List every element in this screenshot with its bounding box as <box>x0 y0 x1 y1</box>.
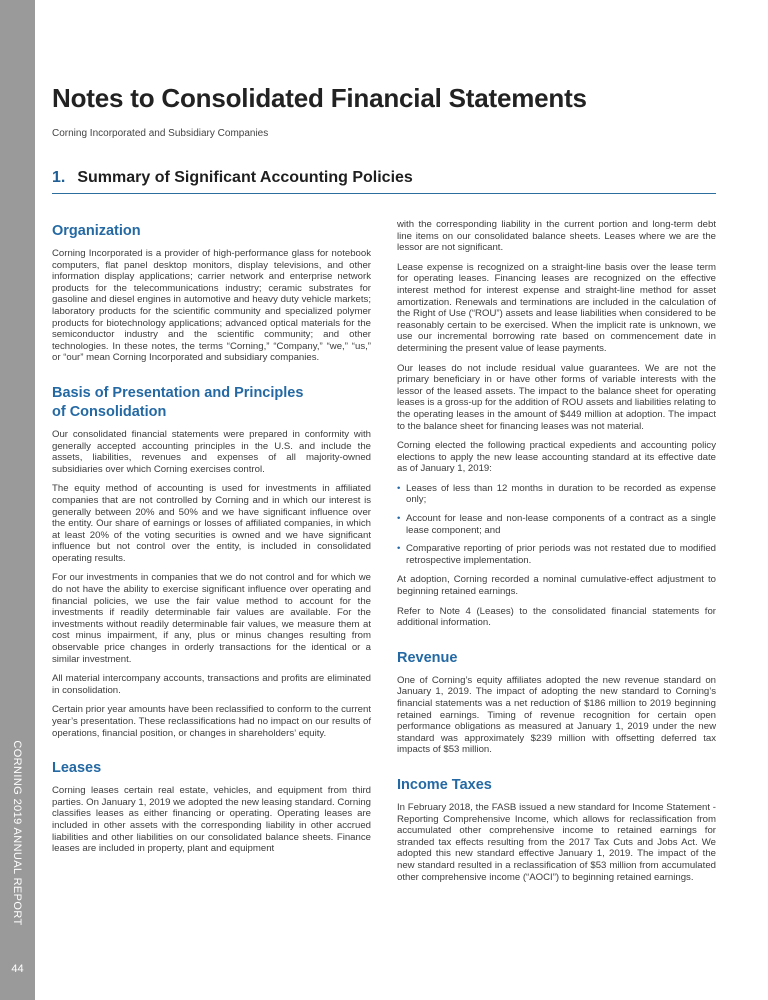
section-number: 1. <box>52 169 66 186</box>
page-title: Notes to Consolidated Financial Statements <box>52 83 587 113</box>
basis-paragraph-2: The equity method of accounting is used for investments in affiliated companies that are not controlled by Corning and in which our interest is generally between 20% and 50% and we have significant influence over the entity. Our share of earnings or losses of affiliated companies, in which at least 20% of the voting securities is owned and we have significant influence but not control over the entity, is included in consolidated operating results. <box>52 483 371 564</box>
basis-paragraph-3: For our investments in companies that we do not control and for which we do not have the ability to exercise significant influence over operating and financial policies, we use the fair value method to account for the investments if readily determinable fair values are available. For the investments without readily determinable fair values, we measure them at cost minus impairment, if any, plus or minus changes resulting from observable price changes in orderly transactions for the identical or a similar investment. <box>52 572 371 665</box>
leases-heading: Leases <box>52 760 102 777</box>
leases-paragraph-5: Corning elected the following practical expedients and accounting policy elections to apply the new lease accounting standard at its effective date as of January 1, 2019: <box>397 440 716 475</box>
income-taxes-paragraph: In February 2018, the FASB issued a new standard for Income Statement - Reporting Comprehensive Income, which allows for reclassification from accumulated other comprehensive income to retained earnings for stranded tax effects resulting from the 2017 Tax Cuts and Jobs Act. We adopted this new standard effective January 1, 2019. The impact of the new standard resulted in a reclassification of $53 million from accumulated other comprehensive income (“AOCI”) to beginning retained earnings. <box>397 801 716 883</box>
leases-paragraph-2: with the corresponding liability in the current portion and long-term debt line items on our consolidated balance sheets. Leases where we are the lessor are not significant. <box>397 219 716 254</box>
bullet-icon: • <box>397 543 401 555</box>
organization-heading: Organization <box>52 223 141 239</box>
revenue-heading: Revenue <box>397 649 458 666</box>
basis-paragraph-4: All material intercompany accounts, transactions and profits are eliminated in consolidation. <box>52 673 371 696</box>
bullet-icon: • <box>397 513 401 525</box>
basis-paragraph-1: Our consolidated financial statements were prepared in conformity with generally accepted accounting principles in the U.S. and include the assets, liabilities, revenues and expenses of all majority-owned subsidiaries over which Corning exercises control. <box>52 428 371 475</box>
leases-paragraph-6: At adoption, Corning recorded a nominal cumulative-effect adjustment to beginning retained earnings. <box>397 574 716 598</box>
income-taxes-heading: Income Taxes <box>397 776 492 793</box>
list-item: • Leases of less than 12 months in duration to be recorded as expense only; <box>397 482 716 506</box>
list-item: • Account for lease and non-lease components of a contract as a single lease component; and <box>397 513 716 536</box>
basis-heading-line2: of Consolidation <box>52 403 167 420</box>
revenue-paragraph: One of Corning’s equity affiliates adopted the new revenue standard on January 1, 2019. The impact of adopting the new standard to Corning’s financial statements was a net reduction of $186 million to 2019 beginning retained earnings. Timing of revenue recognition for certain open performance obligations as measured at January 1, 2019 under the new standard was approximately $239 million with offsetting deferred tax impacts of $53 million. <box>397 674 716 756</box>
report-name: CORNING 2019 ANNUAL REPORT <box>11 740 23 926</box>
sidebar-band <box>0 0 35 1000</box>
section-heading <box>52 169 716 194</box>
organization-paragraph: Corning Incorporated is a provider of high-performance glass for notebook computers, flat panel desktop monitors, display televisions, and other information display applications; carrier network and enterprise network products for the telecommunications industry; ceramic substrates for gasoline and diesel engines in automotive and heavy duty vehicle markets; laboratory products for the scientific community and specialized polymer products for biotechnology applications; advanced optical materials for the semiconductor industry and the scientific community; and other technologies. In these notes, the terms “Corning,” “Company,” “we,” “us,” or “our” mean Corning Incorporated and subsidiary companies. <box>52 248 371 364</box>
basis-paragraph-5: Certain prior year amounts have been reclassified to conform to the current year’s presentation. These reclassifications had no impact on our results of operations, financial position, or changes in shareholders’ equity. <box>52 704 371 739</box>
bullet-icon: • <box>397 482 401 494</box>
expedients-list <box>397 483 716 567</box>
left-column <box>52 222 371 863</box>
page-number: 44 <box>11 963 24 975</box>
section-title: Summary of Significant Accounting Policies <box>77 169 413 186</box>
list-item: • Comparative reporting of prior periods was not restated due to modified retrospective implementation. <box>397 543 716 566</box>
leases-paragraph-4: Our leases do not include residual value guarantees. We are not the primary beneficiary in or have other forms of variable interests with the lessor of the leased assets. The impact to the balance sheet for operating leases is a gross-up for the addition of ROU assets and liabilities relating to the operating leases in the amount of $449 million at adoption. The impact to the balance sheet for financing leases was not material. <box>397 362 716 432</box>
right-column <box>397 219 716 891</box>
basis-heading <box>52 384 371 422</box>
page-subtitle: Corning Incorporated and Subsidiary Companies <box>52 128 269 139</box>
leases-paragraph-7: Refer to Note 4 (Leases) to the consolidated financial statements for additional information. <box>397 605 716 629</box>
leases-paragraph-3: Lease expense is recognized on a straight-line basis over the lease term for operating leases. Financing leases are recognized on the effective interest method for interest expense and straight-line method for asset amortization. Renewals and terminations are included in the calculation of the Right of Use (“ROU”) assets and lease liabilities when considered to be reasonably certain to be exercised. When the implicit rate is unknown, we use our incremental borrowing rate based on commencement date in determining the present value of lease payments. <box>397 261 716 354</box>
basis-heading-line1: Basis of Presentation and Principles <box>52 384 304 401</box>
leases-paragraph-1: Corning leases certain real estate, vehicles, and equipment from third parties. On January 1, 2019 we adopted the new leasing standard. Corning classifies leases as either financing or operating. Operating leases are included in other assets with the corresponding liability in other accrued liabilities and other liabilities on our consolidated balance sheets. Finance leases are included in property, plant and equipment <box>52 785 371 855</box>
